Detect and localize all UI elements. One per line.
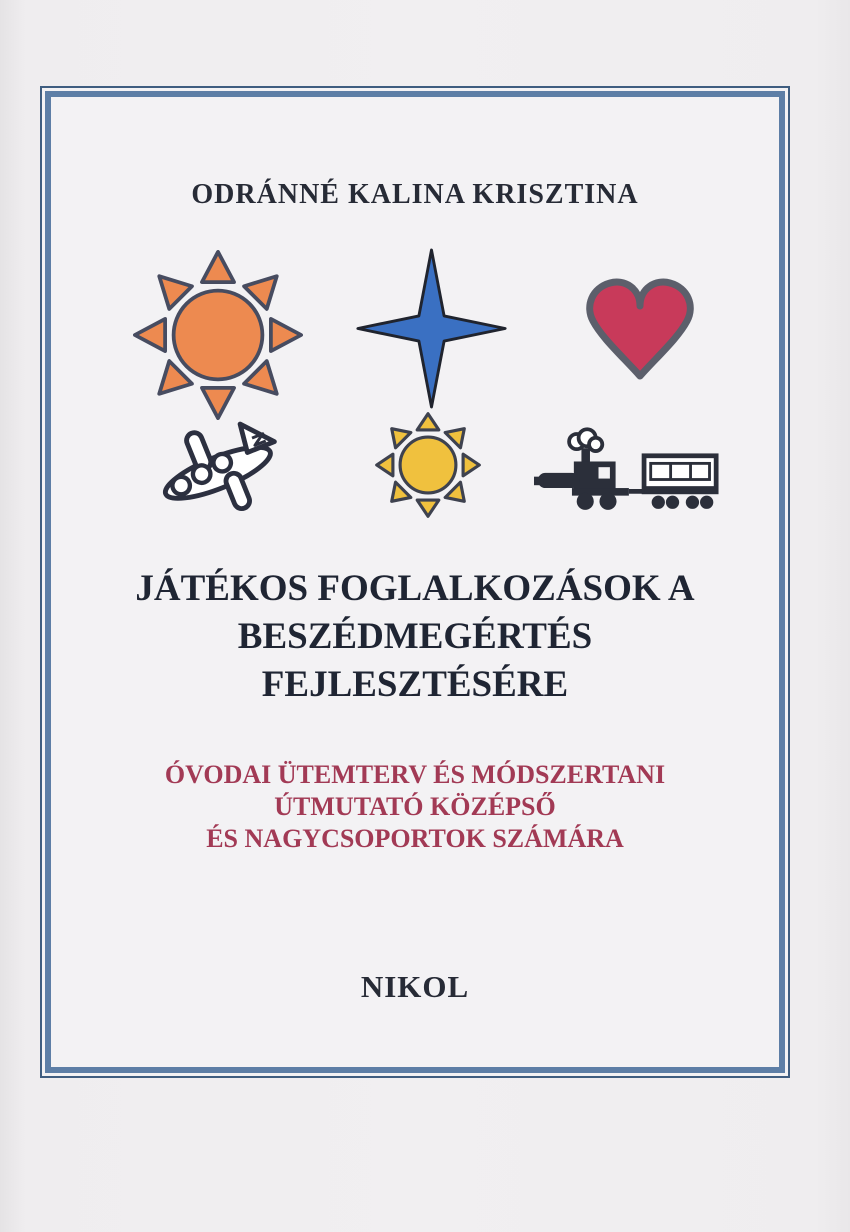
subtitle-line-1: ÓVODAI ÜTEMTERV ÉS MÓDSZERTANI (164, 760, 666, 789)
title-line-1: JÁTÉKOS FOGLALKOZÁSOK A (135, 568, 695, 609)
subtitle-line-3: ÉS NAGYCSOPORTOK SZÁMÁRA (206, 824, 624, 853)
airplane-icon (137, 412, 302, 532)
orange-sun-icon (133, 250, 303, 425)
decorative-frame-outer (40, 86, 790, 1078)
blue-star-icon (354, 246, 509, 416)
author-name: ODRÁNNÉ KALINA KRISZTINA (191, 179, 639, 210)
train-icon (534, 424, 719, 522)
red-heart-icon (580, 274, 700, 391)
subtitle-line-2: ÚTMUTATÓ KÖZÉPSŐ (274, 792, 556, 821)
title-line-2: BESZÉDMEGÉRTÉS (237, 616, 593, 657)
yellow-sun-icon (374, 411, 482, 524)
decorative-frame-inner (45, 91, 785, 1073)
book-subtitle (51, 759, 779, 855)
book-title (51, 565, 779, 709)
title-line-3: FEJLESZTÉSÉRE (261, 664, 569, 705)
publisher-name: NIKOL (360, 969, 470, 1004)
